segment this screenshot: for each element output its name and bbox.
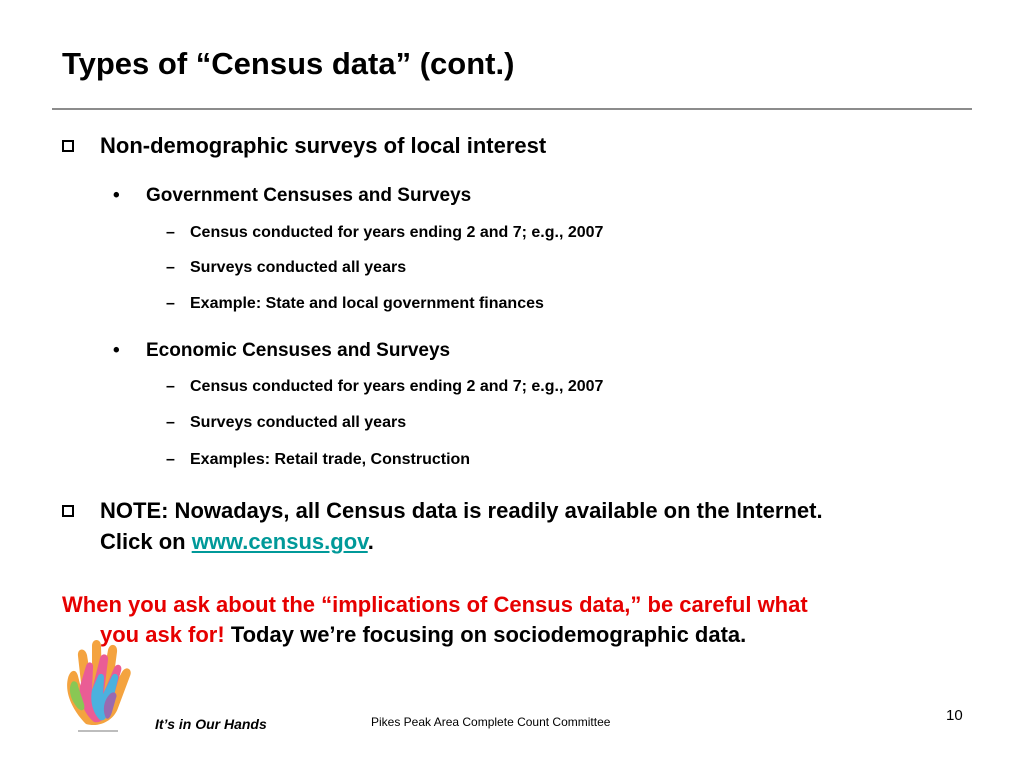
warning-continuation: Today we’re focusing on sociodemographic data.	[224, 622, 747, 647]
group-label: Economic Censuses and Surveys	[146, 340, 451, 361]
dash-bullet-icon: –	[166, 295, 175, 312]
section-heading-text: Non-demographic surveys of local interest	[100, 133, 547, 158]
checkbox-bullet-icon	[62, 140, 74, 152]
note-prefix: Click on	[100, 529, 192, 554]
footer-organization: Pikes Peak Area Complete Count Committee	[371, 715, 611, 729]
list-item-text: Surveys conducted all years	[190, 414, 407, 431]
note-line2	[100, 529, 374, 555]
dash-bullet-icon: –	[166, 378, 175, 395]
slide-title: Types of “Census data” (cont.)	[62, 46, 515, 81]
dash-bullet-icon: –	[166, 224, 175, 241]
list-item-text: Surveys conducted all years	[190, 259, 407, 276]
dash-bullet-icon: –	[166, 259, 175, 276]
warning-line2	[100, 622, 746, 648]
note-line1: NOTE: Nowadays, all Census data is readily available on the Internet.	[100, 498, 823, 523]
note-suffix: .	[367, 529, 374, 554]
census-gov-link[interactable]: www.census.gov	[191, 529, 368, 554]
list-item-text: Census conducted for years ending 2 and 7; e.g., 2007	[190, 378, 604, 395]
bullet-dot-icon: •	[113, 340, 120, 361]
checkbox-bullet-icon	[62, 505, 74, 517]
group-label: Government Censuses and Surveys	[146, 185, 472, 206]
warning-emphasis: you ask for!	[100, 622, 225, 647]
colorful-hands-logo-icon	[56, 632, 140, 736]
warning-line1: When you ask about the “implications of Census data,” be careful what	[62, 592, 808, 617]
page-number: 10	[946, 707, 963, 724]
footer-tagline: It’s in Our Hands	[155, 716, 267, 732]
bullet-dot-icon: •	[113, 185, 120, 206]
list-item-text: Census conducted for years ending 2 and 7; e.g., 2007	[190, 224, 604, 241]
dash-bullet-icon: –	[166, 451, 175, 468]
title-divider	[52, 108, 972, 110]
dash-bullet-icon: –	[166, 414, 175, 431]
list-item-text: Example: State and local government finances	[190, 295, 544, 312]
list-item-text: Examples: Retail trade, Construction	[190, 451, 471, 468]
